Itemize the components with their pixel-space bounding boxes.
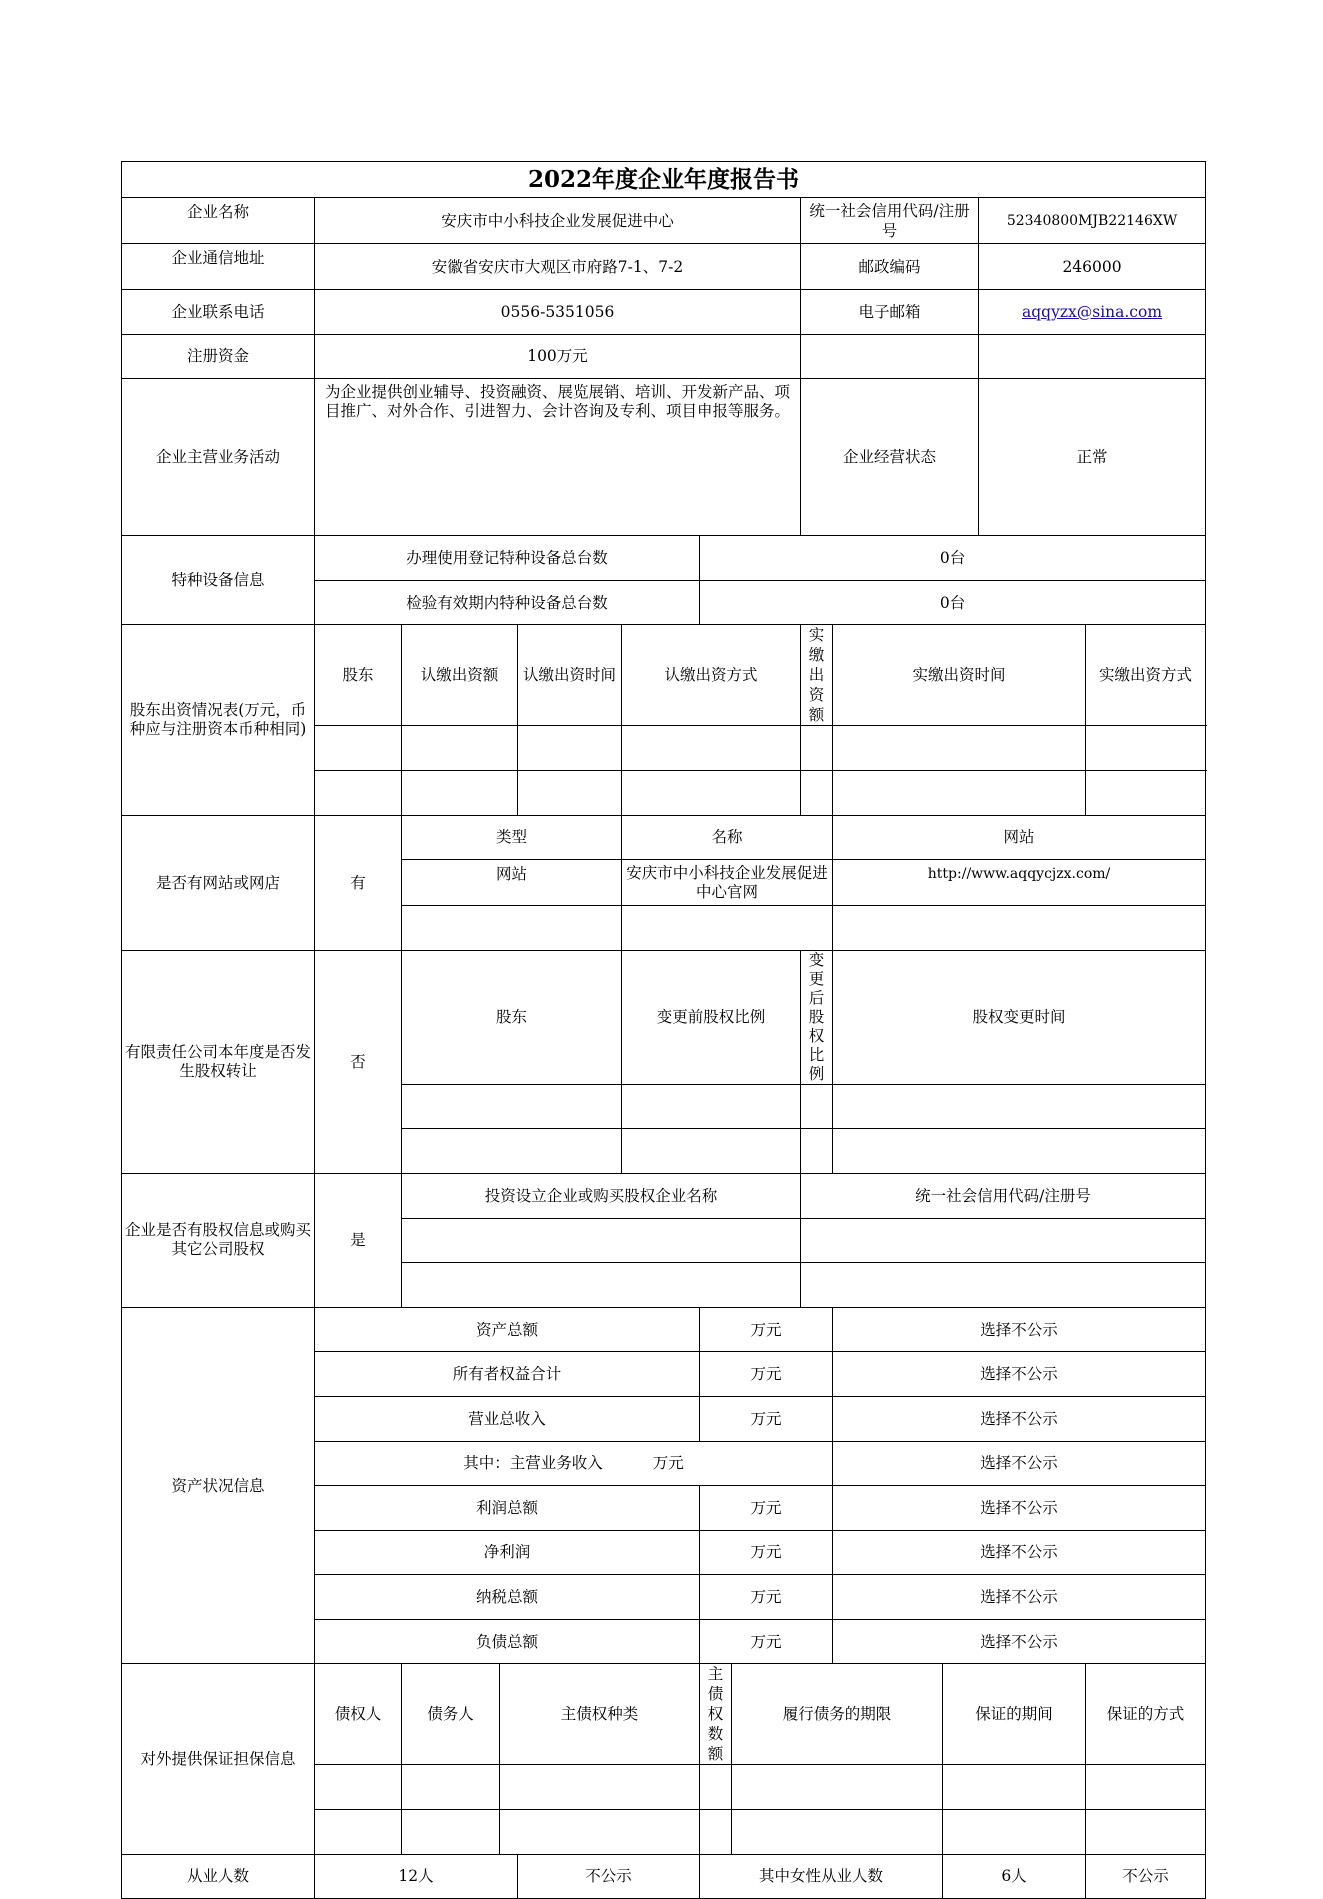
- empty-cell: [801, 1084, 833, 1129]
- postcode-value: 246000: [979, 244, 1206, 290]
- asset-row-label: 净利润: [315, 1530, 700, 1575]
- credit-code-value: 52340800MJB22146XW: [979, 198, 1206, 244]
- empty-cell: [801, 1218, 1206, 1263]
- debtor-header: 债务人: [402, 1664, 500, 1765]
- empty-cell: [700, 1810, 732, 1855]
- asset-row-label: 利润总额: [315, 1486, 700, 1531]
- empty-cell: [943, 1765, 1086, 1810]
- report-title: 2022年度企业年度报告书: [122, 162, 1206, 198]
- empty-cell: [402, 1263, 801, 1308]
- credit-code-label: 统一社会信用代码/注册号: [801, 198, 979, 244]
- empty-cell: [315, 1765, 402, 1810]
- empty-cell: [1086, 1765, 1206, 1810]
- capital-value: 100万元: [315, 334, 801, 379]
- asset-privacy: 选择不公示: [833, 1619, 1206, 1664]
- empty-cell: [402, 770, 518, 815]
- empty-cell: [833, 770, 1086, 815]
- empty-cell: [732, 1810, 943, 1855]
- shareholder-header: 股东: [315, 625, 402, 726]
- empty-cell: [833, 906, 1206, 951]
- subscribed-method-header: 认缴出资方式: [622, 625, 801, 726]
- claim-type-header: 主债权种类: [500, 1664, 700, 1765]
- empty-cell: [402, 1810, 500, 1855]
- empty-cell: [1086, 1810, 1206, 1855]
- empty-cell: [622, 906, 833, 951]
- female-employees-label: 其中女性从业人数: [700, 1854, 943, 1899]
- equipment-inspected-value: 0台: [700, 580, 1206, 625]
- empty-cell: [518, 770, 622, 815]
- asset-unit: 万元: [700, 1352, 833, 1397]
- empty-cell: [1086, 726, 1206, 771]
- assets-section-label: 资产状况信息: [122, 1307, 315, 1664]
- employees-label: 从业人数: [122, 1854, 315, 1899]
- email-cell: [979, 290, 1206, 335]
- asset-unit: 万元: [700, 1307, 833, 1352]
- paid-time-header: 实缴出资时间: [833, 625, 1086, 726]
- website-name-value: 安庆市中小科技企业发展促进中心官网: [622, 860, 833, 906]
- asset-unit: 万元: [700, 1486, 833, 1531]
- shareholder-section-label: 股东出资情况表(万元，币种应与注册资本币种相同): [122, 625, 315, 815]
- asset-privacy: 选择不公示: [833, 1530, 1206, 1575]
- company-name-value: 安庆市中小科技企业发展促进中心: [315, 198, 801, 244]
- asset-row-label: 负债总额: [315, 1619, 700, 1664]
- empty-cell: [402, 1765, 500, 1810]
- equipment-inspected-label: 检验有效期内特种设备总台数: [315, 580, 700, 625]
- website-answer: 有: [315, 815, 402, 950]
- equity-transfer-answer: 否: [315, 950, 402, 1173]
- address-label: 企业通信地址: [122, 244, 315, 290]
- capital-label: 注册资金: [122, 334, 315, 379]
- transfer-shareholder-header: 股东: [402, 950, 622, 1084]
- empty-cell: [622, 1129, 801, 1174]
- annual-report-table: [121, 161, 1206, 1899]
- website-section-label: 是否有网站或网店: [122, 815, 315, 950]
- equity-transfer-label: 有限责任公司本年度是否发生股权转让: [122, 950, 315, 1173]
- asset-row-label: 资产总额: [315, 1307, 700, 1352]
- website-url-header: 网站: [833, 815, 1206, 860]
- website-name-header: 名称: [622, 815, 833, 860]
- asset-privacy: 选择不公示: [833, 1352, 1206, 1397]
- ratio-before-header: 变更前股权比例: [622, 950, 801, 1084]
- operating-status-label: 企业经营状态: [801, 379, 979, 536]
- asset-row-label: 所有者权益合计: [315, 1352, 700, 1397]
- empty-cell: [402, 906, 622, 951]
- business-value: 为企业提供创业辅导、投资融资、展览展销、培训、开发新产品、项目推广、对外合作、引进智力、会计咨询及专利、项目申报等服务。: [315, 379, 801, 536]
- empty-cell: [500, 1765, 700, 1810]
- website-url-value[interactable]: http://www.aqqycjzx.com/: [833, 860, 1206, 906]
- asset-privacy: 选择不公示: [833, 1575, 1206, 1620]
- empty-cell: [833, 1129, 1206, 1174]
- claim-amount-header: 主债权数额: [700, 1664, 732, 1765]
- empty-cell: [500, 1810, 700, 1855]
- empty-cell: [732, 1765, 943, 1810]
- asset-privacy: 选择不公示: [833, 1307, 1206, 1352]
- employees-privacy: 不公示: [518, 1854, 700, 1899]
- guarantee-section-label: 对外提供保证担保信息: [122, 1664, 315, 1854]
- guarantee-method-header: 保证的方式: [1086, 1664, 1206, 1765]
- empty-cell: [402, 1084, 622, 1129]
- asset-unit: 万元: [700, 1530, 833, 1575]
- empty-cell: [833, 726, 1086, 771]
- asset-unit: 万元: [700, 1575, 833, 1620]
- equipment-registered-label: 办理使用登记特种设备总台数: [315, 536, 700, 581]
- equipment-registered-value: 0台: [700, 536, 1206, 581]
- empty-cell: [622, 726, 801, 771]
- empty-cell: [622, 1084, 801, 1129]
- empty-cell: [315, 770, 402, 815]
- asset-unit: 万元: [700, 1396, 833, 1441]
- female-employees-privacy: 不公示: [1086, 1854, 1206, 1899]
- email-label: 电子邮箱: [801, 290, 979, 335]
- main-revenue-label: 其中：主营业务收入: [463, 1454, 603, 1473]
- empty-cell: [833, 1084, 1206, 1129]
- paid-amount-header: 实缴出资额: [801, 625, 833, 726]
- main-revenue-cell: [315, 1441, 833, 1486]
- asset-privacy: 选择不公示: [833, 1396, 1206, 1441]
- subscribed-time-header: 认缴出资时间: [518, 625, 622, 726]
- special-equipment-label: 特种设备信息: [122, 536, 315, 625]
- asset-privacy: 选择不公示: [833, 1486, 1206, 1531]
- empty-cell: [801, 770, 833, 815]
- transfer-time-header: 股权变更时间: [833, 950, 1206, 1084]
- phone-value: 0556-5351056: [315, 290, 801, 335]
- guarantee-period-header: 保证的期间: [943, 1664, 1086, 1765]
- annual-report-sheet: [121, 161, 1205, 1899]
- address-value: 安徽省安庆市大观区市府路7-1、7-2: [315, 244, 801, 290]
- postcode-label: 邮政编码: [801, 244, 979, 290]
- empty-cell: [943, 1810, 1086, 1855]
- empty-cell: [1086, 770, 1206, 815]
- investee-code-header: 统一社会信用代码/注册号: [801, 1173, 1206, 1218]
- email-link[interactable]: aqqyzx@sina.com: [1022, 302, 1163, 321]
- paid-method-header: 实缴出资方式: [1086, 625, 1206, 726]
- company-name-label: 企业名称: [122, 198, 315, 244]
- asset-unit: 万元: [652, 1454, 684, 1473]
- empty-cell: [315, 726, 402, 771]
- empty-cell: [801, 1263, 1206, 1308]
- empty-cell: [402, 726, 518, 771]
- asset-privacy: 选择不公示: [833, 1441, 1206, 1486]
- subscribed-amount-header: 认缴出资额: [402, 625, 518, 726]
- empty-cell: [402, 1129, 622, 1174]
- empty-cell: [979, 334, 1206, 379]
- asset-row-label: 营业总收入: [315, 1396, 700, 1441]
- female-employees-value: 6人: [943, 1854, 1086, 1899]
- empty-cell: [801, 1129, 833, 1174]
- empty-cell: [622, 770, 801, 815]
- creditor-header: 债权人: [315, 1664, 402, 1765]
- empty-cell: [700, 1765, 732, 1810]
- empty-cell: [801, 334, 979, 379]
- business-label: 企业主营业务活动: [122, 379, 315, 536]
- asset-unit: 万元: [700, 1619, 833, 1664]
- investee-name-header: 投资设立企业或购买股权企业名称: [402, 1173, 801, 1218]
- empty-cell: [801, 726, 833, 771]
- empty-cell: [402, 1218, 801, 1263]
- debt-term-header: 履行债务的期限: [732, 1664, 943, 1765]
- ratio-after-header: 变更后股权比例: [801, 950, 833, 1084]
- website-type-header: 类型: [402, 815, 622, 860]
- phone-label: 企业联系电话: [122, 290, 315, 335]
- empty-cell: [315, 1810, 402, 1855]
- operating-status-value: 正常: [979, 379, 1206, 536]
- asset-row-label: 纳税总额: [315, 1575, 700, 1620]
- employees-value: 12人: [315, 1854, 518, 1899]
- investment-answer: 是: [315, 1173, 402, 1307]
- website-type-value: 网站: [402, 860, 622, 906]
- investment-label: 企业是否有股权信息或购买其它公司股权: [122, 1173, 315, 1307]
- empty-cell: [518, 726, 622, 771]
